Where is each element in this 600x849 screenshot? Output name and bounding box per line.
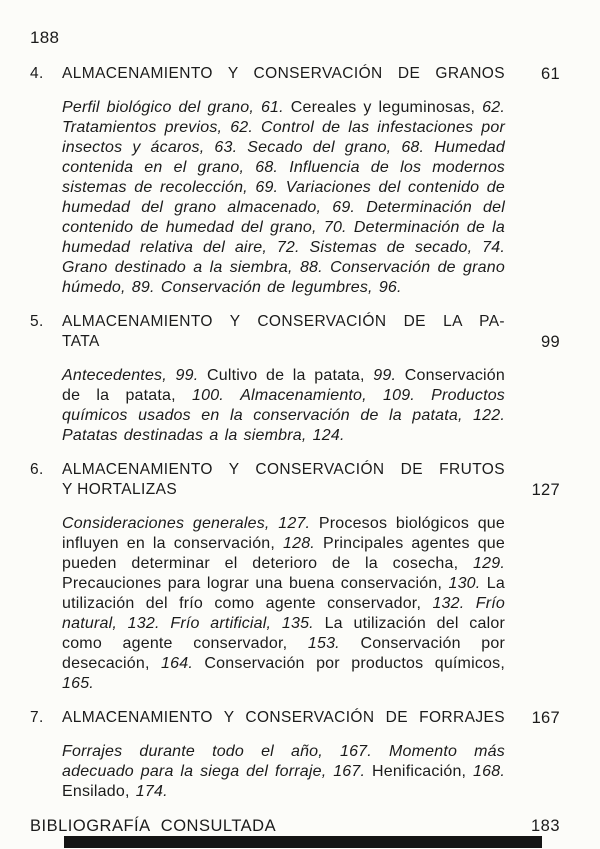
entry-page-number: 167 (531, 709, 560, 727)
toc-entry-heading (30, 312, 560, 352)
entry-subsections (62, 514, 505, 694)
entry-subsections (62, 742, 505, 802)
subsection-run: Consideraciones generales, 127. (62, 515, 311, 532)
subsection-run: 100. (192, 387, 224, 404)
subsection-run: Variaciones del contenido de humedad del grano almacenado, 69. (62, 179, 505, 216)
subsection-run: 129. (473, 555, 505, 572)
entry-title-line: ALMACENAMIENTO Y CONSERVACIÓN DE LA PA- (62, 313, 505, 330)
subsection-run: 153. (307, 635, 340, 652)
entry-title-line: TATA (62, 333, 100, 350)
subsection-run: Procesos biológicos que influyen en la conservación, (62, 515, 505, 552)
subsection-run: 62. (482, 99, 505, 116)
entry-page-number: 127 (531, 481, 560, 499)
toc-entry-granos (30, 64, 560, 298)
toc-entry-forrajes (30, 708, 560, 802)
page-folio-number: 188 (30, 28, 60, 47)
subsection-run: 130. (448, 575, 481, 592)
entry-title (62, 312, 505, 352)
entry-page-number: 99 (541, 333, 560, 351)
subsection-run: 168. (473, 763, 505, 780)
subsection-run: Patatas destinadas a la siembra, 124. (62, 427, 345, 444)
entry-title (62, 64, 505, 84)
toc-entry-heading (30, 708, 560, 728)
subsection-run: Conservación por productos químicos, (204, 655, 505, 672)
toc-entry-heading (30, 460, 560, 500)
entry-number: 7. (30, 709, 44, 726)
entry-title (62, 708, 505, 728)
subsection-run: Antecedentes, 99. (62, 367, 199, 384)
subsection-run: La utilización del calor como agente conservador, (62, 615, 505, 652)
subsection-run: Control de las infestaciones por insectos y ácaros, 63. (62, 119, 505, 156)
subsection-run: Perfil biológico del grano, 61. (62, 99, 284, 116)
entry-title-line: ALMACENAMIENTO Y CONSERVACIÓN DE GRANOS (62, 65, 505, 82)
subsection-run: Precauciones para lograr una buena conservación, (62, 575, 443, 592)
scan-artifact-bar (64, 836, 542, 848)
entry-number: 6. (30, 461, 44, 478)
subsection-run: Henificación, (371, 763, 467, 780)
entry-subsections (62, 98, 505, 298)
entry-number: 5. (30, 313, 44, 330)
subsection-run: 99. (373, 367, 397, 384)
subsection-run: Principales agentes que pueden determinar el deterioro de la cosecha, (62, 535, 505, 572)
subsection-run: Almacenamiento, 109. (240, 387, 415, 404)
subsection-run: 132. (432, 595, 465, 612)
toc-entry-patata (30, 312, 560, 446)
subsection-run: Forrajes durante todo el año, 167. (62, 743, 372, 760)
toc-entry-bibliografia (30, 816, 560, 836)
subsection-run: Sistemas de secado, 74. (309, 239, 506, 256)
subsection-run: 165. (62, 675, 94, 692)
subsection-run: Ensilado, (62, 783, 130, 800)
subsection-run: Tratamientos previos, 62. (62, 119, 254, 136)
subsection-run: Grano destinado a la siembra, 88. (62, 259, 323, 276)
subsection-run: Determinación de la humedad relativa del aire, 72. (62, 219, 505, 256)
subsection-run: Secado del grano, 68. (247, 139, 425, 156)
entry-title-line: ALMACENAMIENTO Y CONSERVACIÓN DE FORRAJES (62, 709, 505, 726)
subsection-run: Influencia de los modernos sistemas de recolección, 69. (62, 159, 505, 196)
subsection-run: Momento más adecuado para la siega del forraje, 167. (62, 743, 505, 780)
subsection-run: Conservación por desecación, (62, 635, 505, 672)
subsection-run: Determinación del contenido de humedad del grano, 70. (62, 199, 505, 236)
subsection-run: Conservación de legumbres, 96. (160, 279, 402, 296)
subsection-run: 174. (135, 783, 168, 800)
subsection-run: Cereales y leguminosas, (290, 99, 476, 116)
entry-title-line: Y HORTALIZAS (62, 481, 178, 498)
subsection-run: Frío artificial, 135. (170, 615, 314, 632)
entry-page-number: 61 (541, 65, 560, 83)
entry-title-line: ALMACENAMIENTO Y CONSERVACIÓN DE FRUTOS (62, 461, 505, 478)
entry-title (62, 460, 505, 500)
subsection-run: Cultivo de la patata, (207, 367, 365, 384)
subsection-run: 128. (283, 535, 315, 552)
subsection-run: Productos químicos usados en la conservación de la patata, 122. (62, 387, 506, 424)
subsection-run: Frío natural, 132. (62, 595, 505, 632)
bibliography-page-number: 183 (530, 817, 560, 835)
subsection-run: 164. (161, 655, 193, 672)
subsection-run: Conservación de la patata, (62, 367, 505, 404)
subsection-run: Humedad contenida en el grano, 68. (62, 139, 505, 176)
bibliography-title: BIBLIOGRAFÍA CONSULTADA (30, 817, 277, 835)
subsection-run: La utilización del frío como agente conservador, (62, 575, 505, 612)
entry-number: 4. (30, 65, 44, 82)
toc-entry-heading (30, 64, 560, 84)
entry-subsections (62, 366, 505, 446)
subsection-run: Conservación de grano húmedo, 89. (62, 259, 505, 296)
toc-entry-frutos-hortalizas (30, 460, 560, 694)
